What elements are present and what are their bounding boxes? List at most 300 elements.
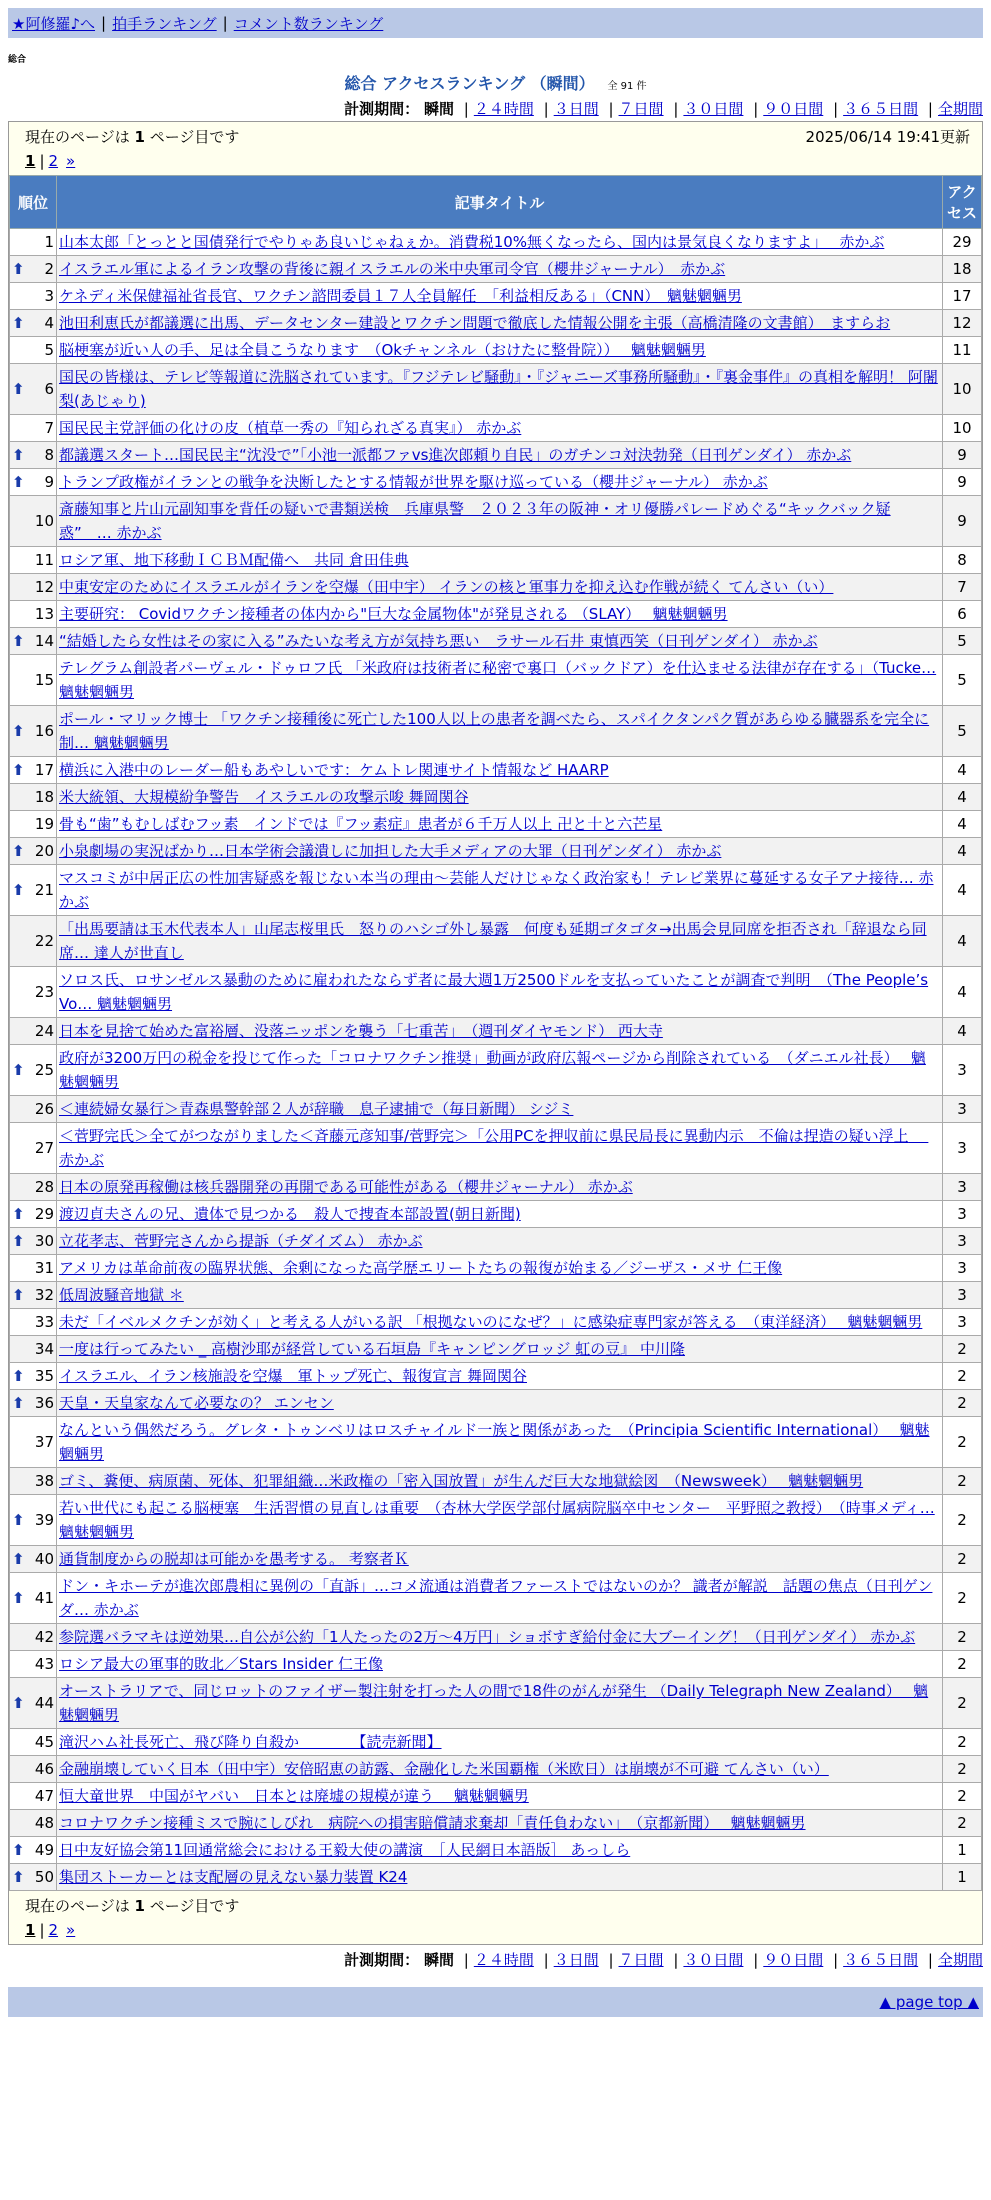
table-row [10,628,982,655]
top-nav-bar [8,8,983,38]
article-title-link[interactable]: 恒大童世界 中国がヤバい 日本とは廃墟の規模が違う 魑魅魍魎男 [59,1787,529,1805]
article-title-link[interactable]: ロシア軍、地下移動ＩＣＢＭ配備へ 共同 倉田佳典 [59,551,409,569]
rank-number: 26 [34,1100,54,1118]
title-cell [57,1228,943,1255]
rank-number: 45 [34,1733,54,1751]
rank-cell [10,1282,57,1309]
article-title-link[interactable]: 主要研究： Covidワクチン接種者の体内から"巨大な金属物体"が発見される （SLAY） 魑魅魍魎男 [59,605,728,623]
table-row [10,1756,982,1783]
rank-cell [10,547,57,574]
pager-top: 1 | 2 » [9,150,982,175]
access-count: 4 [943,811,982,838]
rank-cell [10,628,57,655]
rank-cell [10,1417,57,1468]
access-count: 17 [943,283,982,310]
pager-next[interactable]: » [66,1921,76,1939]
rank-number: 11 [34,551,54,569]
access-count: 2 [943,1573,982,1624]
rank-number: 30 [34,1232,54,1250]
total-count: 全 91 件 [607,81,647,92]
access-count: 4 [943,865,982,916]
article-title-link[interactable]: ポール・マリック博士 「ワクチン接種後に死亡した100人以上の患者を調べたら、スパイクタンパク質があらゆる臓器系を完全に制… 魑魅魍魎男 [59,710,930,752]
rank-number: 40 [34,1550,54,1568]
rank-number: 35 [34,1367,54,1385]
rank-number: 47 [34,1787,54,1805]
access-count: 6 [943,601,982,628]
rank-number: 36 [34,1394,54,1412]
table-row [10,283,982,310]
access-count: 2 [943,1783,982,1810]
access-count: 4 [943,838,982,865]
rank-cell [10,415,57,442]
rank-cell [10,1174,57,1201]
period-current: 瞬間 [423,100,454,118]
article-title-link[interactable]: 金融崩壊していく日本（田中宇）安倍昭恵の訪露、金融化した米国覇権（米欧日）は崩壊が不可避 てんさい（い） [59,1760,829,1778]
rank-cell [10,838,57,865]
rank-number: 1 [44,233,54,251]
article-title-link[interactable]: 池田利恵氏が都議選に出馬、データセンター建設とワクチン問題で徹底した情報公開を主張（高橋清隆の文書館） ますらお [59,314,891,332]
table-row [10,1309,982,1336]
access-count: 2 [943,1546,982,1573]
rank-cell [10,1309,57,1336]
table-row [10,1363,982,1390]
article-title-link[interactable]: 日本を見捨て始めた富裕層、没落ニッポンを襲う「七重苦」 （週刊ダイヤモンド） 西大寺 [59,1022,663,1040]
rank-cell [10,1546,57,1573]
title-cell [57,1678,943,1729]
article-title-link[interactable]: 国民の皆様は、テレビ等報道に洗脳されています。『フジテレビ騒動』・『ジャニーズ事務所騒動』・『裏金事件』の真相を解明！ 阿闍梨(あじゃり) [59,368,938,410]
rank-number: 44 [34,1694,54,1712]
rank-up-arrow-icon: ⬆ [12,260,25,278]
rank-number: 15 [34,671,54,689]
table-row [10,1810,982,1837]
rank-cell [10,916,57,967]
title-cell [57,415,943,442]
period-current: 瞬間 [423,1951,454,1969]
period-24h-link[interactable]: ２４時間 [473,1951,534,1969]
rank-cell [10,1363,57,1390]
title-cell [57,1864,943,1891]
page-status-top [9,122,982,150]
rank-cell [10,1864,57,1891]
rank-cell [10,1201,57,1228]
rank-cell [10,229,57,256]
period-365d-link[interactable]: ３６５日間 [843,1951,919,1969]
article-title-link[interactable]: 山本太郎「とっとと国債発行でやりゃあ良いじゃねぇか。消費税10%無くなったら、国内は景気良くなりますよ」 赤かぶ [59,233,885,251]
title-cell [57,1651,943,1678]
article-title-link[interactable]: 滝沢ハム社長死亡、飛び降り自殺か 【読売新聞】 [59,1733,442,1751]
title-cell [57,547,943,574]
title-cell [57,574,943,601]
rank-number: 25 [34,1061,54,1079]
rank-cell [10,1756,57,1783]
rank-number: 21 [34,881,54,899]
article-title-link[interactable]: 天皇・天皇家なんて必要なの？ エンセン [59,1394,334,1412]
rank-cell [10,1837,57,1864]
rank-up-arrow-icon: ⬆ [12,314,25,332]
table-row [10,1174,982,1201]
page-top-link[interactable]: ▲ page top ▲ [879,1993,979,2011]
table-row [10,310,982,337]
article-title-link[interactable]: 参院選バラマキは逆効果…自公が公約「1人たったの2万〜4万円」ショボすぎ給付金に大ブーイング！（日刊ゲンダイ） 赤かぶ [59,1628,916,1646]
access-count: 12 [943,310,982,337]
rank-cell [10,469,57,496]
rank-number: 49 [34,1841,54,1859]
access-count: 2 [943,1729,982,1756]
pager-page-2[interactable]: 2 [48,1921,59,1939]
table-row [10,1045,982,1096]
rank-number: 22 [34,932,54,950]
article-title-link[interactable]: コロナワクチン接種ミスで腕にしびれ 病院への損害賠償請求棄却「責任負わない」 （京都新聞） 魑魅魍魎男 [59,1814,806,1832]
rank-number: 18 [34,788,54,806]
pager-page-2[interactable]: 2 [48,152,59,170]
title-cell [57,1045,943,1096]
period-90d-link[interactable]: ９０日間 [763,1951,824,1969]
title-cell [57,1255,943,1282]
article-title-link[interactable]: ロシア最大の軍事的敗北／Stars Insider 仁王像 [59,1655,383,1673]
access-count: 4 [943,967,982,1018]
period-365d-link[interactable]: ３６５日間 [843,100,919,118]
article-title-link[interactable]: ケネディ米保健福祉省長官、ワクチン諮問委員１７人全員解任 「利益相反ある」（CNN） 魑魅魍魎男 [59,287,742,305]
title-cell [57,283,943,310]
footer-bar [8,1987,983,2017]
rank-up-arrow-icon: ⬆ [12,1205,25,1223]
article-title-link[interactable]: トランプ政権がイランとの戦争を決断したとする情報が世界を駆け巡っている（櫻井ジャーナル） 赤かぶ [59,473,768,491]
pager-current: 1 [25,152,36,170]
article-title-link[interactable]: 政府が3200万円の税金を投じて作った「コロナワクチン推奨」動画が政府広報ページから削除されている （ダニエル社長） 魑魅魍魎男 [59,1049,926,1091]
title-cell [57,1123,943,1174]
article-title-link[interactable]: 「出馬要請は玉木代表本人」山尾志桜里氏 怒りのハシゴ外し暴露 何度も延期ゴタゴタ→出馬会見同席を拒否され「辞退なら同席… 達人が世直し [59,920,927,962]
rank-number: 46 [34,1760,54,1778]
rank-up-arrow-icon: ⬆ [12,761,25,779]
rank-cell [10,1018,57,1045]
article-title-link[interactable]: 斎藤知事と片山元副知事を背任の疑いで書類送検 兵庫県警 ２０２３年の阪神・オリ優勝パレードめぐる“キックバック疑惑” … 赤かぶ [59,500,891,542]
rank-up-arrow-icon: ⬆ [12,1511,25,1529]
rank-cell [10,310,57,337]
col-title-header: 記事タイトル [57,176,943,229]
rank-cell [10,967,57,1018]
title-cell [57,916,943,967]
access-count: 2 [943,1756,982,1783]
rank-up-arrow-icon: ⬆ [12,881,25,899]
article-title-link[interactable]: アメリカは革命前夜の臨界状態、余剰になった高学歴エリートたちの報復が始まる／ジーザス・メサ 仁王像 [59,1259,783,1277]
article-title-link[interactable]: 骨も“歯”もむしばむフッ素 インドでは『フッ素症』患者が６千万人以上 卍と十と六芒星 [59,815,663,833]
title-cell [57,706,943,757]
rank-cell [10,1651,57,1678]
title-cell [57,1468,943,1495]
rank-up-arrow-icon: ⬆ [12,1232,25,1250]
rank-cell [10,337,57,364]
rank-number: 33 [34,1313,54,1331]
rank-up-arrow-icon: ⬆ [12,1841,25,1859]
rank-up-arrow-icon: ⬆ [12,1550,25,1568]
rank-up-arrow-icon: ⬆ [12,1367,25,1385]
updated-timestamp: 2025/06/14 19:41更新 [805,127,970,146]
title-cell [57,469,943,496]
article-title-link[interactable]: イスラエル、イラン核施設を空爆 軍トップ死亡、報復宣言 舞岡関谷 [59,1367,527,1385]
access-count: 1 [943,1837,982,1864]
article-title-link[interactable]: 低周波騒音地獄 ＊ [59,1286,184,1304]
access-count: 5 [943,706,982,757]
period-90d-link[interactable]: ９０日間 [763,100,824,118]
rank-cell [10,1495,57,1546]
title-cell [57,1096,943,1123]
rank-up-arrow-icon: ⬆ [12,446,25,464]
table-row [10,1282,982,1309]
page-status-text: 現在のページは 1 ページ目です [25,1896,240,1915]
access-count: 5 [943,628,982,655]
article-title-link[interactable]: 日本の原発再稼働は核兵器開発の再開である可能性がある（櫻井ジャーナル） 赤かぶ [59,1178,633,1196]
access-count: 10 [943,364,982,415]
rank-number: 19 [34,815,54,833]
pager-next[interactable]: » [66,152,76,170]
rank-number: 28 [34,1178,54,1196]
access-count: 7 [943,574,982,601]
title-cell [57,757,943,784]
rank-number: 3 [44,287,54,305]
col-rank-header: 順位 [10,176,57,229]
table-row [10,469,982,496]
title-cell [57,1573,943,1624]
article-title-link[interactable]: 一度は行ってみたい _ 高樹沙耶が経営している石垣島『キャンピングロッジ 虹の豆』 中川隆 [59,1340,685,1358]
table-row [10,547,982,574]
title-cell [57,1282,943,1309]
rank-up-arrow-icon: ⬆ [12,380,25,398]
article-title-link[interactable]: オーストラリアで、同じロットのファイザー製注射を打った人の間で18件のがんが発生 （Daily Telegraph New Zealand） 魑魅魍魎男 [59,1682,929,1724]
rank-number: 38 [34,1472,54,1490]
access-count: 5 [943,655,982,706]
table-row [10,1228,982,1255]
rank-up-arrow-icon: ⬆ [12,1061,25,1079]
article-title-link[interactable]: 渡辺貞夫さんの兄、遺体で見つかる 殺人で捜査本部設置(朝日新聞) [59,1205,521,1223]
table-row [10,1390,982,1417]
article-title-link[interactable]: 通貨制度からの脱却は可能かを愚考する。 考察者Ｋ [59,1550,409,1568]
table-row [10,916,982,967]
access-count: 2 [943,1651,982,1678]
rank-cell [10,757,57,784]
ranking-header [8,71,983,94]
rank-number: 32 [34,1286,54,1304]
article-title-link[interactable]: 若い世代にも起こる脳梗塞 生活習慣の見直しは重要 （杏林大学医学部付属病院脳卒中センター 平野照之教授） （時事メディ… 魑魅魍魎男 [59,1499,935,1541]
rank-number: 12 [34,578,54,596]
rank-number: 29 [34,1205,54,1223]
title-cell [57,1201,943,1228]
title-cell [57,1336,943,1363]
title-cell [57,655,943,706]
table-row [10,1729,982,1756]
article-title-link[interactable]: 都議選スタート…国民民主“沈没で”「小池一派都ファvs進次郎頼り自民」のガチンコ対決勃発（日刊ゲンダイ） 赤かぶ [59,446,852,464]
rank-number: 23 [34,983,54,1001]
article-title-link[interactable]: 集団ストーカーとは支配層の見えない暴力装置 K24 [59,1868,408,1886]
table-row [10,229,982,256]
table-row [10,574,982,601]
table-row [10,1678,982,1729]
period-label: 計測期間： [344,100,420,118]
table-row [10,1546,982,1573]
table-row [10,364,982,415]
article-title-link[interactable]: 横浜に入港中のレーダー船もあやしいです：ケムトレ関連サイト情報など HAARP [59,761,609,779]
home-link[interactable]: ★阿修羅♪へ [12,14,96,33]
article-title-link[interactable]: “結婚したら女性はその家に入る”みたいな考え方が気持ち悪い ラサール石井 東慎西笑（日刊ゲンダイ） 赤かぶ [59,632,818,650]
title-cell [57,1390,943,1417]
rank-cell [10,1573,57,1624]
article-title-link[interactable]: 中東安定のためにイスラエルがイランを空爆（田中宇） イランの核と軍事力を抑え込む作戦が続く てんさい（い） [59,578,834,596]
title-cell [57,442,943,469]
article-title-link[interactable]: ＜菅野完氏＞全てがつながりました＜斉藤元彦知事/菅野完＞「公用PCを押収前に県民局長に異動内示 不倫は捏造の疑い浮上 赤かぶ [59,1127,929,1169]
rank-cell [10,655,57,706]
access-count: 3 [943,1282,982,1309]
article-title-link[interactable]: ドン・キホーテが進次郎農相に異例の「直訴」…コメ流通は消費者ファーストではないのか？ 識者が解説 話題の焦点（日刊ゲンダ… 赤かぶ [59,1577,933,1619]
table-row [10,706,982,757]
table-row [10,1495,982,1546]
ranking-title: 総合 アクセスランキング （瞬間） [344,74,595,93]
table-row [10,1096,982,1123]
period-label: 計測期間： [344,1951,420,1969]
rank-cell [10,1336,57,1363]
article-title-link[interactable]: 脳梗塞が近い人の手、足は全員こうなります （Okチャンネル（おけたに整骨院）） 魑魅魍魎男 [59,341,706,359]
table-row [10,865,982,916]
page-status-bottom [9,1891,982,1919]
table-row [10,601,982,628]
rank-cell [10,1096,57,1123]
rank-cell [10,1045,57,1096]
rank-cell [10,706,57,757]
title-cell [57,1624,943,1651]
rank-cell [10,1390,57,1417]
rank-cell [10,1810,57,1837]
rank-cell [10,1624,57,1651]
table-row [10,1336,982,1363]
rank-number: 31 [34,1259,54,1277]
rank-number: 34 [34,1340,54,1358]
access-count: 2 [943,1468,982,1495]
period-7d-link[interactable]: ７日間 [618,1951,664,1969]
rank-up-arrow-icon: ⬆ [12,1286,25,1304]
access-count: 2 [943,1495,982,1546]
ranking-table [9,175,982,1891]
period-3d-link[interactable]: ３日間 [553,1951,599,1969]
applause-ranking-link[interactable]: 拍手ランキング [112,14,217,33]
article-title-link[interactable]: ＜連続婦女暴行＞青森県警幹部２人が辞職 息子逮捕で（毎日新聞） シジミ [59,1100,574,1118]
period-7d-link[interactable]: ７日間 [618,100,664,118]
rank-number: 39 [34,1511,54,1529]
rank-number: 5 [44,341,54,359]
access-count: 3 [943,1123,982,1174]
article-title-link[interactable]: 未だ「イベルメクチンが効く」と考える人がいる訳 「根拠ないのになぜ？」に感染症専門家が答える （東洋経済） 魑魅魍魎男 [59,1313,923,1331]
period-all-link[interactable]: 全期間 [937,100,983,118]
access-count: 2 [943,1417,982,1468]
table-row [10,655,982,706]
rank-number: 16 [34,722,54,740]
access-count: 3 [943,1174,982,1201]
rank-cell [10,442,57,469]
access-count: 2 [943,1678,982,1729]
ranking-box [8,121,983,1945]
access-count: 9 [943,496,982,547]
table-row [10,784,982,811]
access-count: 1 [943,1864,982,1891]
access-count: 10 [943,415,982,442]
rank-up-arrow-icon: ⬆ [12,473,25,491]
access-count: 2 [943,1363,982,1390]
table-row [10,1573,982,1624]
article-title-link[interactable]: 立花孝志、菅野完さんから提訴（チダイズム） 赤かぶ [59,1232,423,1250]
rank-cell [10,1729,57,1756]
title-cell [57,628,943,655]
rank-cell [10,865,57,916]
access-count: 3 [943,1255,982,1282]
rank-cell [10,601,57,628]
ranking-table-body [10,229,982,1891]
access-count: 2 [943,1624,982,1651]
access-count: 3 [943,1096,982,1123]
access-count: 2 [943,1810,982,1837]
table-row [10,415,982,442]
rank-number: 2 [44,260,54,278]
access-count: 11 [943,337,982,364]
table-row [10,838,982,865]
rank-number: 9 [44,473,54,491]
title-cell [57,865,943,916]
title-cell [57,811,943,838]
period-3d-link[interactable]: ３日間 [553,100,599,118]
article-title-link[interactable]: ソロス氏、ロサンゼルス暴動のために雇われたならず者に最大週1万2500ドルを支払っていたことが調査で判明 （The People’s Vo… 魑魅魍魎男 [59,971,929,1013]
rank-number: 50 [34,1868,54,1886]
title-cell [57,1729,943,1756]
table-row [10,811,982,838]
title-cell [57,1174,943,1201]
article-title-link[interactable]: なんという偶然だろう。グレタ・トゥンベリはロスチャイルド一族と関係があった （Principia Scientific International） 魑魅魍魎男 [59,1421,930,1463]
period-24h-link[interactable]: ２４時間 [473,100,534,118]
comment-ranking-link[interactable]: コメント数ランキング [233,14,384,33]
period-30d-link[interactable]: ３０日間 [683,1951,744,1969]
article-title-link[interactable]: テレグラム創設者パーヴェル・ドゥロフ氏 「米政府は技術者に秘密で裏口（バックドア）を仕込ませる法律が存在する」（Tucke… 魑魅魍魎男 [59,659,937,701]
table-row [10,1651,982,1678]
access-count: 8 [943,547,982,574]
access-count: 3 [943,1309,982,1336]
access-count: 9 [943,469,982,496]
table-row [10,1783,982,1810]
article-title-link[interactable]: マスコミが中居正広の性加害疑惑を報じない本当の理由〜芸能人だけじゃなく政治家も！テレビ業界に蔓延する女子アナ接待… 赤かぶ [59,869,934,911]
nav-separator: | [101,14,107,32]
period-all-link[interactable]: 全期間 [937,1951,983,1969]
article-title-link[interactable]: イスラエル軍によるイラン攻撃の背後に親イスラエルの米中央軍司令官（櫻井ジャーナル） 赤かぶ [59,260,726,278]
category-label: 総合 [8,55,27,65]
rank-number: 20 [34,842,54,860]
rank-number: 48 [34,1814,54,1832]
article-title-link[interactable]: 日中友好協会第11回通常総会における王毅大使の講演 ［人民網日本語版］ あっしら [59,1841,631,1859]
article-title-link[interactable]: 国民民主党評価の化けの皮（植草一秀の『知られざる真実』） 赤かぶ [59,419,522,437]
rank-cell [10,283,57,310]
article-title-link[interactable]: 米大統領、大規模紛争警告 イスラエルの攻撃示唆 舞岡関谷 [59,788,469,806]
rank-up-arrow-icon: ⬆ [12,1589,25,1607]
table-row [10,1864,982,1891]
access-count: 4 [943,1018,982,1045]
article-title-link[interactable]: 小泉劇場の実況ばかり…日本学術会議潰しに加担した大手メディアの大罪（日刊ゲンダイ） 赤かぶ [59,842,722,860]
article-title-link[interactable]: ゴミ、糞便、病原菌、死体、犯罪組織…米政権の「密入国放置」が生んだ巨大な地獄絵図 （Newsweek） 魑魅魍魎男 [59,1472,864,1490]
rank-cell [10,256,57,283]
title-cell [57,1018,943,1045]
rank-cell [10,496,57,547]
access-count: 3 [943,1201,982,1228]
period-selector-top: 計測期間： 瞬間 | ２４時間 | ３日間 | ７日間 | ３０日間 | ９０日間 | ３６５日間 | 全期間 [344,100,983,118]
rank-up-arrow-icon: ⬆ [12,1694,25,1712]
rank-cell [10,1228,57,1255]
period-30d-link[interactable]: ３０日間 [683,100,744,118]
access-count: 3 [943,1045,982,1096]
access-count: 4 [943,757,982,784]
rank-up-arrow-icon: ⬆ [12,632,25,650]
nav-separator: | [222,14,228,32]
